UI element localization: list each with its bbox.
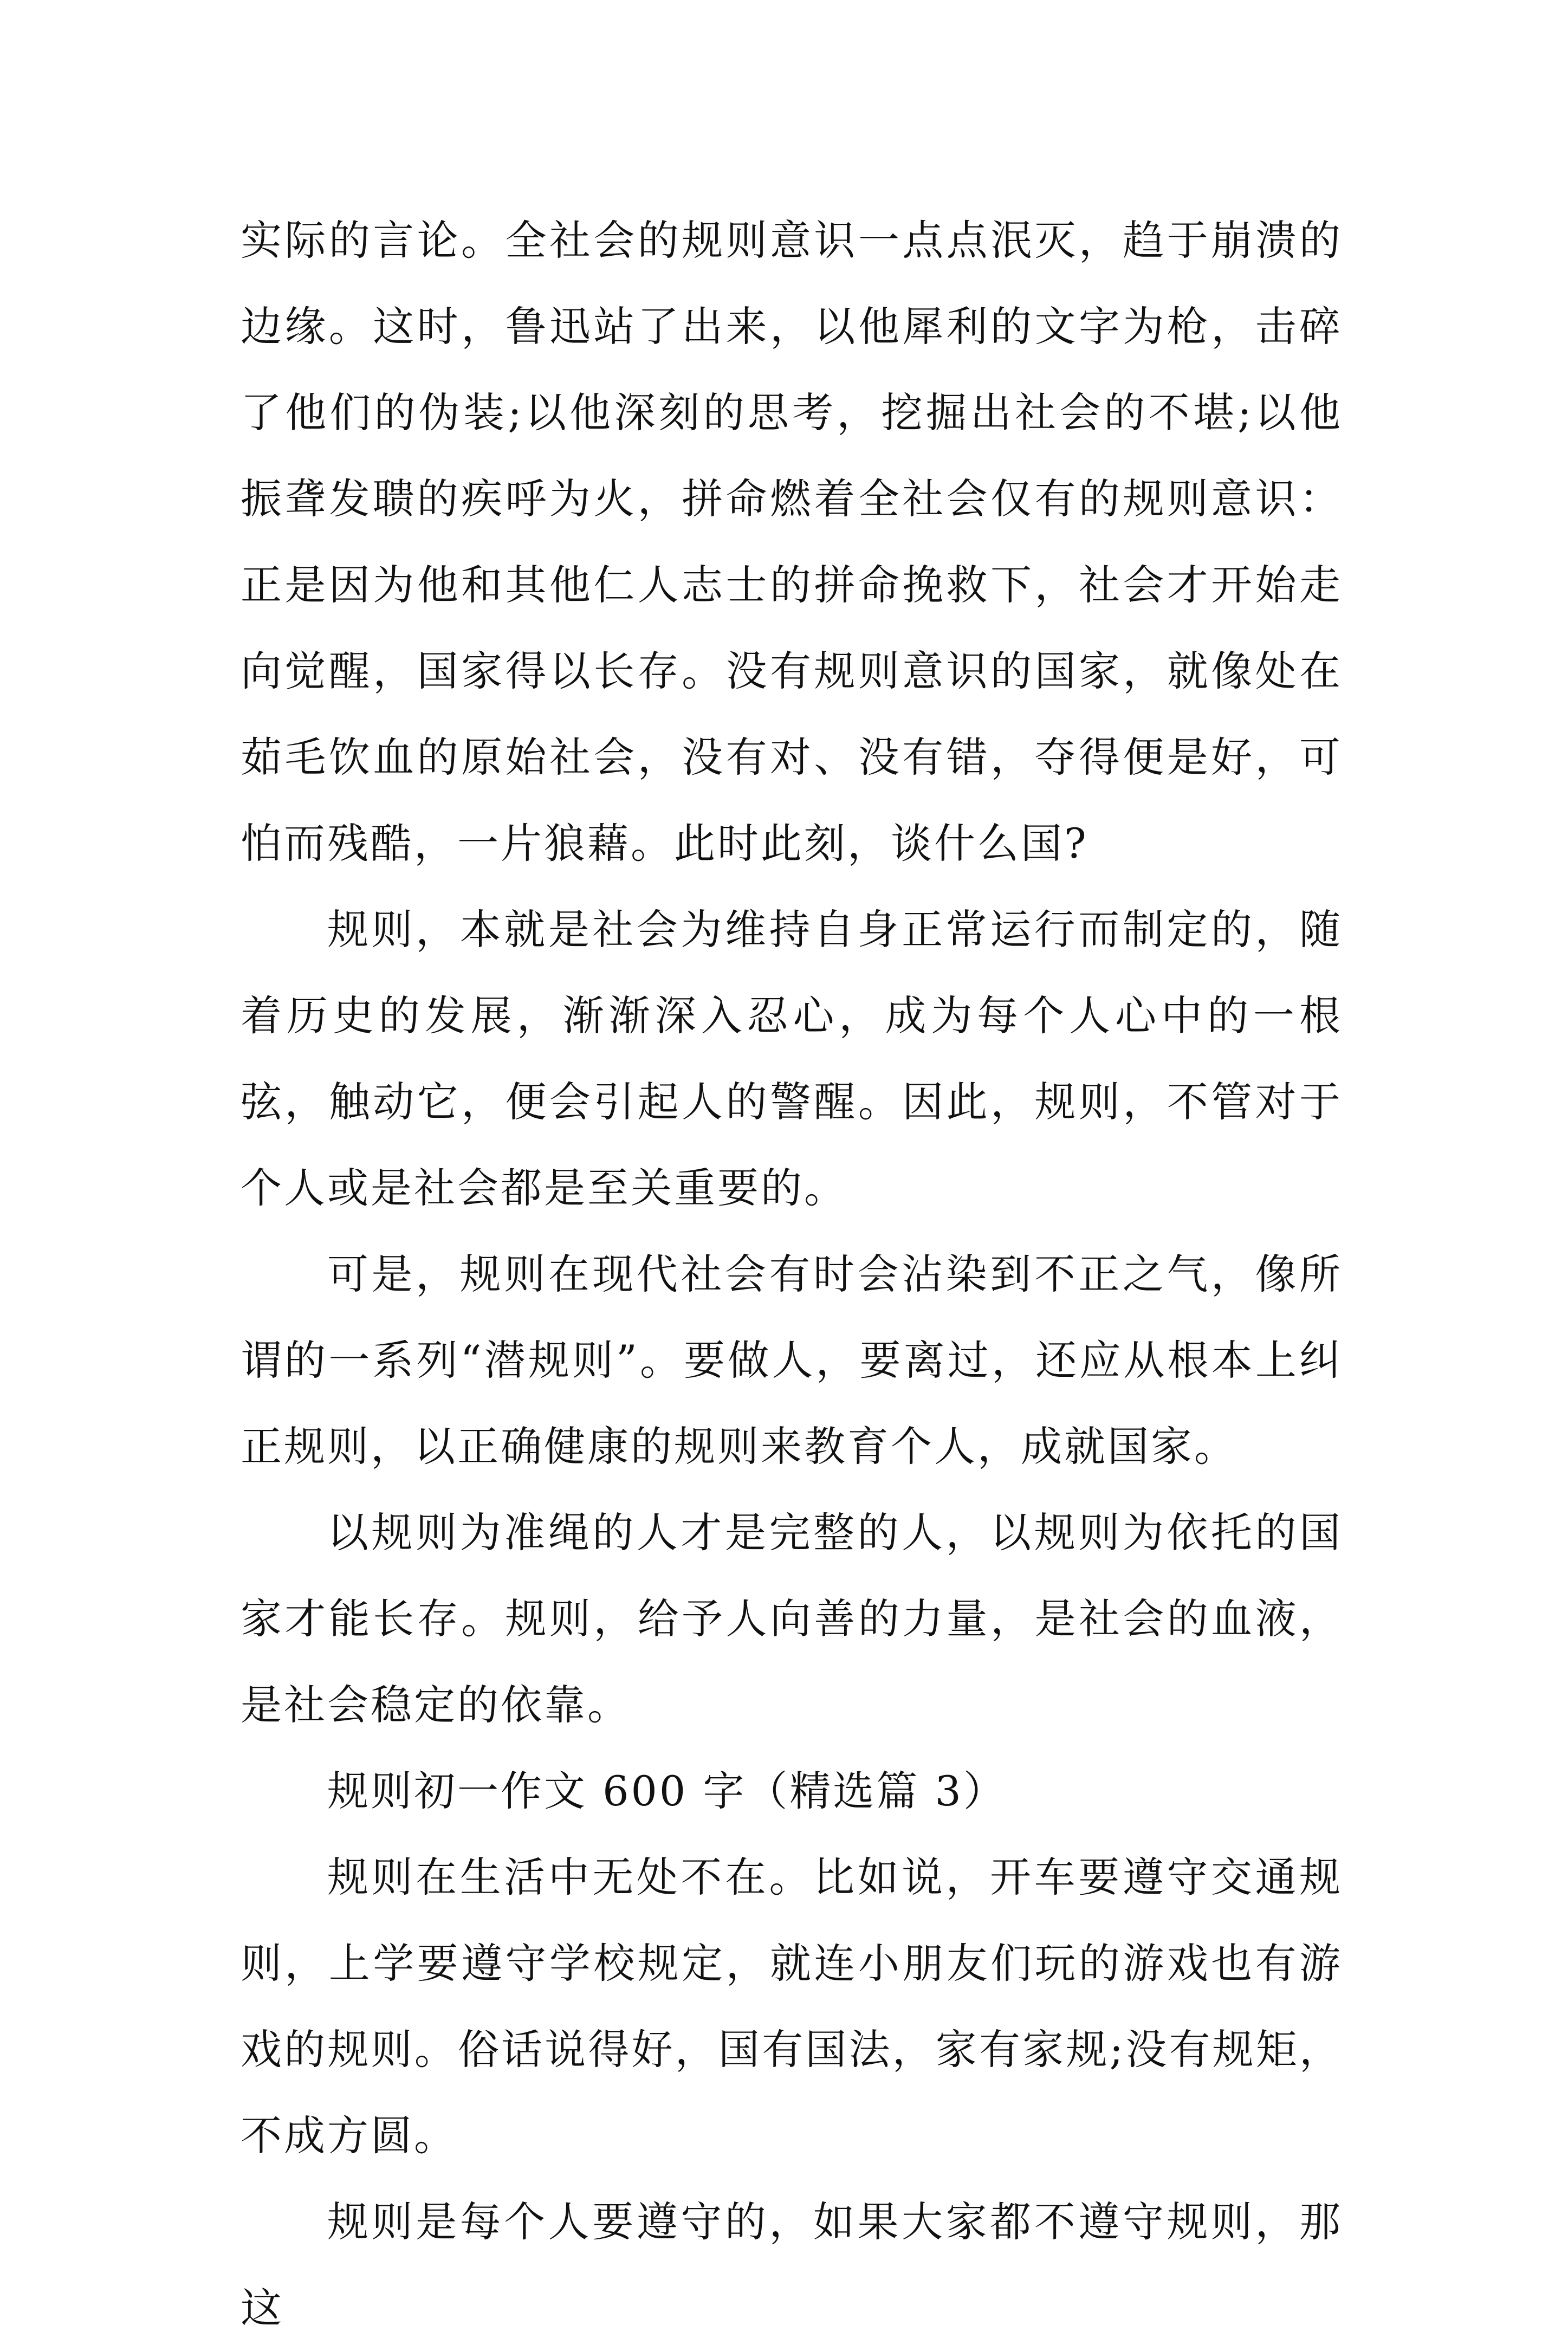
paragraph-2: 规则，本就是社会为维持自身正常运行而制定的，随着历史的发展，渐渐深入忍心，成为每个人心中的一根弦，触动它，便会引起人的警醒。因此，规则，不管对于个人或是社会都是至关重要的。 — [241, 905, 1343, 1212]
paragraph-4: 以规则为准绳的人才是完整的人，以规则为依托的国家才能长存。规则，给予人向善的力量，是社会的血液，是社会稳定的依靠。 — [241, 1508, 1343, 1729]
document-body — [241, 197, 1343, 2351]
paragraph-6: 规则是每个人要遵守的，如果大家都不遵守规则，那这 — [241, 2198, 1343, 2332]
paragraph-3: 可是，规则在现代社会有时会沾染到不正之气，像所谓的一系列“潜规则”。要做人，要离过，还应从根本上纠正规则，以正确健康的规则来教育个人，成就国家。 — [241, 1250, 1343, 1471]
paragraph-1: 实际的言论。全社会的规则意识一点点泯灭，趋于崩溃的边缘。这时，鲁迅站了出来，以他犀利的文字为枪，击碎了他们的伪装;以他深刻的思考，挖掘出社会的不堪;以他振聋发聩的疾呼为火，拼命燃着全社会仅有的规则意识：正是因为他和其他仁人志士的拼命挽救下，社会才开始走向觉醒，国家得以长存。没有规则意识的国家，就像处在茹毛饮血的原始社会，没有对、没有错，夺得便是好，可怕而残酷，一片狼藉。此时此刻，谈什么国? — [241, 216, 1343, 867]
paragraph-5: 规则在生活中无处不在。比如说，开车要遵守交通规则，上学要遵守学校规定，就连小朋友们玩的游戏也有游戏的规则。俗话说得好，国有国法，家有家规;没有规矩，不成方圆。 — [241, 1853, 1343, 2160]
section-heading: 规则初一作文 600 字（精选篇 3） — [327, 1767, 1007, 1815]
